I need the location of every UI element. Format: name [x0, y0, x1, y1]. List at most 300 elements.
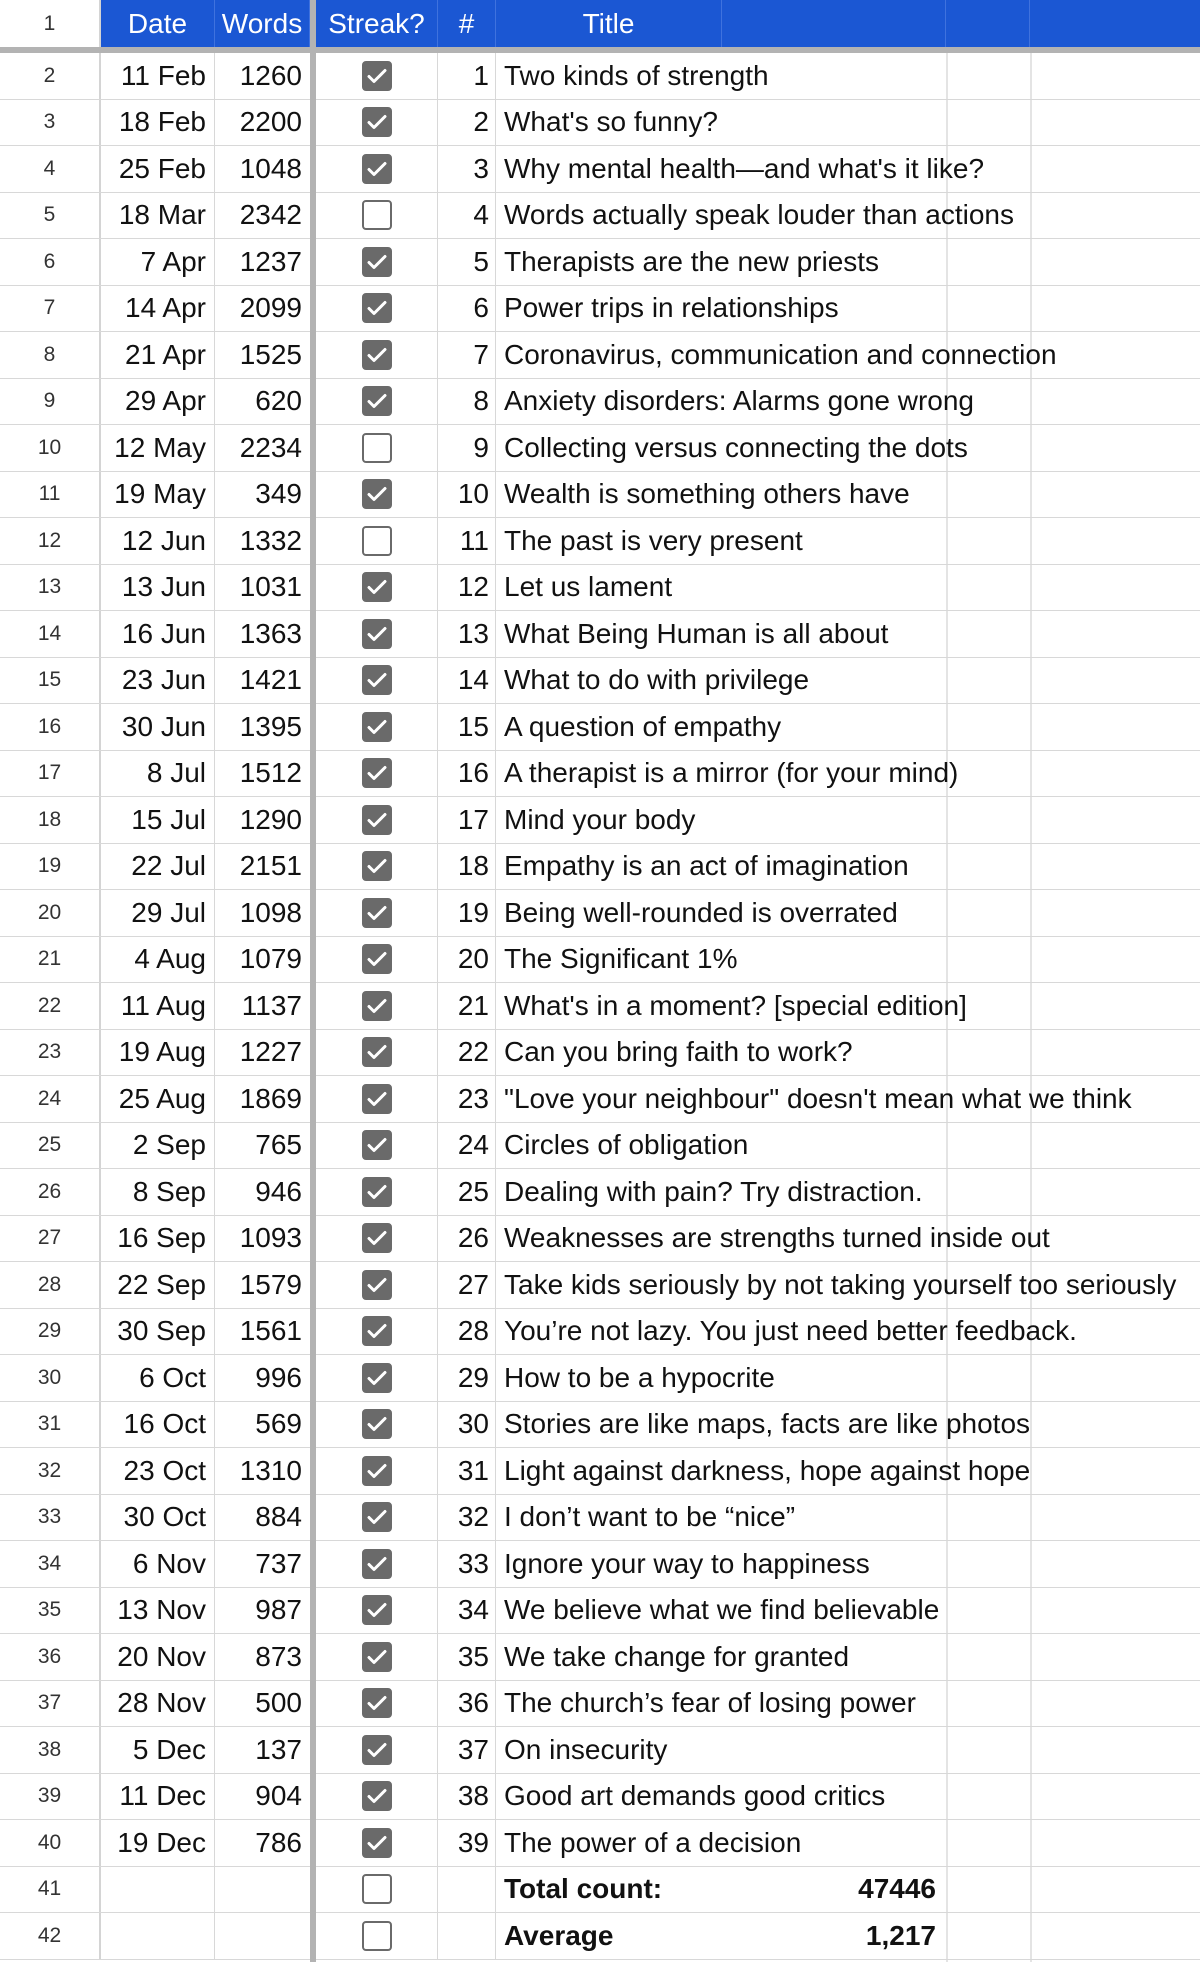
words-cell[interactable]	[215, 1867, 310, 1913]
words-cell[interactable]: 2151	[239, 850, 302, 882]
words-cell[interactable]: 1031	[239, 571, 302, 603]
streak-checkbox-checked[interactable]	[362, 944, 392, 974]
date-cell[interactable]: 21 Apr	[101, 332, 215, 378]
words-cell[interactable]: 737	[255, 1547, 302, 1579]
words-cell[interactable]: 1290	[239, 803, 302, 835]
words-cell[interactable]: 1260	[239, 59, 302, 91]
date-cell[interactable]: 18 Mar	[101, 193, 215, 239]
words-cell[interactable]: 1310	[239, 1454, 302, 1486]
title-cell[interactable]: The church’s fear of losing power	[504, 1687, 916, 1719]
streak-checkbox-unchecked[interactable]	[362, 526, 392, 556]
words-cell[interactable]: 996	[255, 1361, 302, 1393]
number-cell[interactable]: 21	[438, 983, 496, 1029]
title-cell[interactable]: Mind your body	[504, 803, 696, 835]
streak-cell[interactable]	[316, 1309, 438, 1355]
date-cell[interactable]: 30 Oct	[101, 1495, 215, 1541]
date-cell[interactable]: 11 Aug	[101, 983, 215, 1029]
words-cell[interactable]: 946	[255, 1175, 302, 1207]
streak-checkbox-checked[interactable]	[362, 1735, 392, 1765]
streak-checkbox-unchecked[interactable]	[362, 433, 392, 463]
date-cell[interactable]: 4 Aug	[101, 937, 215, 983]
streak-cell[interactable]	[316, 1681, 438, 1727]
streak-checkbox-checked[interactable]	[362, 154, 392, 184]
title-cell[interactable]: Light against darkness, hope against hope	[504, 1454, 1031, 1486]
streak-checkbox-checked[interactable]	[362, 1595, 392, 1625]
streak-cell[interactable]	[316, 797, 438, 843]
streak-checkbox-checked[interactable]	[362, 1037, 392, 1067]
streak-cell[interactable]	[316, 332, 438, 378]
date-cell[interactable]: 28 Nov	[101, 1681, 215, 1727]
date-cell[interactable]: 8 Sep	[101, 1169, 215, 1215]
title-cell[interactable]: A therapist is a mirror (for your mind)	[504, 757, 959, 789]
number-cell[interactable]	[438, 1913, 496, 1959]
streak-checkbox-checked[interactable]	[362, 1316, 392, 1346]
streak-cell[interactable]	[316, 890, 438, 936]
words-cell[interactable]: 1332	[239, 524, 302, 556]
title-cell[interactable]: What to do with privilege	[504, 664, 810, 696]
date-cell[interactable]: 16 Jun	[101, 611, 215, 657]
row-number[interactable]: 29	[0, 1309, 101, 1355]
date-cell[interactable]: 15 Jul	[101, 797, 215, 843]
words-cell[interactable]: 1227	[239, 1036, 302, 1068]
streak-checkbox-checked[interactable]	[362, 1223, 392, 1253]
date-cell[interactable]: 8 Jul	[101, 751, 215, 797]
number-cell[interactable]: 27	[438, 1262, 496, 1308]
summary-label[interactable]: Average	[504, 1919, 614, 1951]
frozen-column-divider[interactable]	[310, 0, 316, 1962]
number-cell[interactable]: 13	[438, 611, 496, 657]
words-cell[interactable]: 1093	[239, 1222, 302, 1254]
streak-checkbox-checked[interactable]	[362, 1549, 392, 1579]
column-header-streak[interactable]: Streak?	[316, 0, 438, 47]
title-cell[interactable]: Let us lament	[504, 571, 673, 603]
row-number[interactable]: 21	[0, 937, 101, 983]
column-header-blank-1[interactable]	[722, 0, 946, 47]
row-number[interactable]: 33	[0, 1495, 101, 1541]
streak-checkbox-checked[interactable]	[362, 1502, 392, 1532]
title-cell[interactable]: How to be a hypocrite	[504, 1361, 775, 1393]
streak-checkbox-checked[interactable]	[362, 712, 392, 742]
number-cell[interactable]: 20	[438, 937, 496, 983]
number-cell[interactable]: 17	[438, 797, 496, 843]
number-cell[interactable]: 2	[438, 100, 496, 146]
date-cell[interactable]: 19 Dec	[101, 1820, 215, 1866]
row-number[interactable]: 20	[0, 890, 101, 936]
title-cell[interactable]: Ignore your way to happiness	[504, 1547, 870, 1579]
streak-cell[interactable]	[316, 1216, 438, 1262]
title-cell[interactable]: Collecting versus connecting the dots	[504, 431, 968, 463]
words-cell[interactable]: 569	[255, 1408, 302, 1440]
streak-checkbox-checked[interactable]	[362, 386, 392, 416]
row-number-header[interactable]: 1	[0, 0, 101, 47]
words-cell[interactable]: 1363	[239, 617, 302, 649]
row-number[interactable]: 11	[0, 472, 101, 518]
row-number[interactable]: 12	[0, 518, 101, 564]
title-cell[interactable]: Anxiety disorders: Alarms gone wrong	[504, 385, 974, 417]
streak-checkbox-unchecked[interactable]	[362, 1874, 392, 1904]
date-cell[interactable]	[101, 1867, 215, 1913]
title-cell[interactable]: Empathy is an act of imagination	[504, 850, 909, 882]
date-cell[interactable]: 22 Sep	[101, 1262, 215, 1308]
words-cell[interactable]: 500	[255, 1687, 302, 1719]
words-cell[interactable]: 349	[255, 478, 302, 510]
column-header-date[interactable]: Date	[101, 0, 215, 47]
streak-cell[interactable]	[316, 1262, 438, 1308]
words-cell[interactable]: 620	[255, 385, 302, 417]
streak-checkbox-checked[interactable]	[362, 898, 392, 928]
date-cell[interactable]: 16 Oct	[101, 1402, 215, 1448]
streak-cell[interactable]	[316, 983, 438, 1029]
row-number[interactable]: 24	[0, 1076, 101, 1122]
row-number[interactable]: 14	[0, 611, 101, 657]
table-row	[0, 472, 1200, 519]
streak-cell[interactable]	[316, 565, 438, 611]
streak-checkbox-checked[interactable]	[362, 107, 392, 137]
row-number[interactable]: 26	[0, 1169, 101, 1215]
column-header-words[interactable]: Words	[215, 0, 310, 47]
title-cell[interactable]: Therapists are the new priests	[504, 245, 880, 277]
streak-cell[interactable]	[316, 1355, 438, 1401]
date-cell[interactable]: 23 Jun	[101, 658, 215, 704]
words-cell[interactable]: 884	[255, 1501, 302, 1533]
title-cell[interactable]: Why mental health—and what's it like?	[504, 152, 985, 184]
date-cell[interactable]: 6 Oct	[101, 1355, 215, 1401]
number-cell[interactable]	[438, 1867, 496, 1913]
streak-cell[interactable]	[316, 704, 438, 750]
words-cell[interactable]: 1421	[239, 664, 302, 696]
date-cell[interactable]: 11 Dec	[101, 1774, 215, 1820]
words-cell[interactable]: 1512	[239, 757, 302, 789]
words-cell[interactable]: 1048	[239, 152, 302, 184]
date-cell[interactable]: 25 Feb	[101, 146, 215, 192]
streak-cell[interactable]	[316, 100, 438, 146]
words-cell[interactable]: 786	[255, 1826, 302, 1858]
streak-checkbox-checked[interactable]	[362, 61, 392, 91]
streak-checkbox-checked[interactable]	[362, 247, 392, 277]
streak-cell[interactable]	[316, 611, 438, 657]
row-number[interactable]: 8	[0, 332, 101, 378]
streak-checkbox-checked[interactable]	[362, 1828, 392, 1858]
row-number[interactable]: 40	[0, 1820, 101, 1866]
streak-checkbox-checked[interactable]	[362, 1130, 392, 1160]
number-cell[interactable]: 22	[438, 1030, 496, 1076]
title-cell[interactable]: I don’t want to be “nice”	[504, 1501, 796, 1533]
number-cell[interactable]: 6	[438, 286, 496, 332]
row-number[interactable]: 41	[0, 1867, 101, 1913]
date-cell[interactable]: 6 Nov	[101, 1541, 215, 1587]
streak-checkbox-checked[interactable]	[362, 340, 392, 370]
title-cell[interactable]: The past is very present	[504, 524, 803, 556]
title-cell[interactable]: Coronavirus, communication and connection	[504, 338, 1057, 370]
number-cell[interactable]: 35	[438, 1634, 496, 1680]
number-cell[interactable]: 29	[438, 1355, 496, 1401]
words-cell[interactable]: 2234	[239, 431, 302, 463]
title-cell[interactable]: Two kinds of strength	[504, 59, 769, 91]
row-number[interactable]: 35	[0, 1588, 101, 1634]
row-number[interactable]: 10	[0, 425, 101, 471]
number-cell[interactable]: 19	[438, 890, 496, 936]
column-header-number[interactable]: #	[438, 0, 496, 47]
streak-checkbox-checked[interactable]	[362, 619, 392, 649]
words-cell[interactable]: 1137	[241, 989, 302, 1021]
streak-cell[interactable]	[316, 1169, 438, 1215]
number-cell[interactable]: 7	[438, 332, 496, 378]
number-cell[interactable]: 23	[438, 1076, 496, 1122]
date-cell[interactable]: 11 Feb	[101, 53, 215, 99]
streak-cell[interactable]	[316, 658, 438, 704]
words-cell[interactable]	[215, 1913, 310, 1959]
streak-cell[interactable]	[316, 844, 438, 890]
number-cell[interactable]: 26	[438, 1216, 496, 1262]
title-cell[interactable]: You’re not lazy. You just need better feedback.	[504, 1315, 1077, 1347]
words-cell[interactable]: 2342	[239, 199, 302, 231]
streak-cell[interactable]	[316, 1588, 438, 1634]
streak-checkbox-checked[interactable]	[362, 1642, 392, 1672]
summary-value[interactable]: 1,217	[865, 1919, 936, 1951]
row-number[interactable]: 38	[0, 1727, 101, 1773]
number-cell[interactable]: 16	[438, 751, 496, 797]
date-cell[interactable]: 19 Aug	[101, 1030, 215, 1076]
date-cell[interactable]: 13 Jun	[101, 565, 215, 611]
row-number[interactable]: 13	[0, 565, 101, 611]
streak-checkbox-checked[interactable]	[362, 758, 392, 788]
row-number[interactable]: 18	[0, 797, 101, 843]
summary-label[interactable]: Total count:	[504, 1873, 663, 1905]
words-cell[interactable]: 1869	[239, 1082, 302, 1114]
number-cell[interactable]: 5	[438, 239, 496, 285]
row-number[interactable]: 30	[0, 1355, 101, 1401]
row-number[interactable]: 25	[0, 1123, 101, 1169]
streak-cell[interactable]	[316, 193, 438, 239]
row-number[interactable]: 19	[0, 844, 101, 890]
row-number[interactable]: 4	[0, 146, 101, 192]
number-cell[interactable]: 38	[438, 1774, 496, 1820]
words-cell[interactable]: 1395	[239, 710, 302, 742]
date-cell[interactable]: 5 Dec	[101, 1727, 215, 1773]
words-cell[interactable]: 765	[255, 1129, 302, 1161]
row-number[interactable]: 9	[0, 379, 101, 425]
words-cell[interactable]: 2099	[239, 292, 302, 324]
row-number[interactable]: 2	[0, 53, 101, 99]
streak-checkbox-checked[interactable]	[362, 1363, 392, 1393]
date-cell[interactable]: 29 Jul	[101, 890, 215, 936]
streak-cell[interactable]	[316, 425, 438, 471]
number-cell[interactable]: 9	[438, 425, 496, 471]
number-cell[interactable]: 34	[438, 1588, 496, 1634]
title-cell[interactable]: Wealth is something others have	[504, 478, 910, 510]
row-number[interactable]: 22	[0, 983, 101, 1029]
row-number[interactable]: 27	[0, 1216, 101, 1262]
summary-value[interactable]: 47446	[858, 1873, 936, 1905]
streak-cell[interactable]	[316, 472, 438, 518]
number-cell[interactable]: 18	[438, 844, 496, 890]
date-cell[interactable]: 30 Jun	[101, 704, 215, 750]
streak-checkbox-checked[interactable]	[362, 805, 392, 835]
words-cell[interactable]: 1579	[239, 1268, 302, 1300]
number-cell[interactable]: 39	[438, 1820, 496, 1866]
row-number[interactable]: 31	[0, 1402, 101, 1448]
row-number[interactable]: 7	[0, 286, 101, 332]
number-cell[interactable]: 37	[438, 1727, 496, 1773]
streak-cell[interactable]	[316, 1541, 438, 1587]
streak-cell[interactable]	[316, 518, 438, 564]
number-cell[interactable]: 24	[438, 1123, 496, 1169]
streak-cell[interactable]	[316, 1913, 438, 1959]
row-number[interactable]: 15	[0, 658, 101, 704]
streak-checkbox-checked[interactable]	[362, 991, 392, 1021]
streak-cell[interactable]	[316, 1030, 438, 1076]
number-cell[interactable]: 1	[438, 53, 496, 99]
streak-checkbox-checked[interactable]	[362, 1409, 392, 1439]
streak-checkbox-checked[interactable]	[362, 1177, 392, 1207]
words-cell[interactable]: 2200	[239, 106, 302, 138]
row-number[interactable]: 36	[0, 1634, 101, 1680]
row-number[interactable]: 23	[0, 1030, 101, 1076]
title-cell[interactable]: What Being Human is all about	[504, 617, 889, 649]
streak-checkbox-checked[interactable]	[362, 479, 392, 509]
number-cell[interactable]: 8	[438, 379, 496, 425]
row-number[interactable]: 37	[0, 1681, 101, 1727]
date-cell[interactable]: 30 Sep	[101, 1309, 215, 1355]
number-cell[interactable]: 10	[438, 472, 496, 518]
title-cell[interactable]: What's in a moment? [special edition]	[504, 989, 967, 1021]
streak-checkbox-checked[interactable]	[362, 665, 392, 695]
words-cell[interactable]: 1525	[239, 338, 302, 370]
number-cell[interactable]: 33	[438, 1541, 496, 1587]
number-cell[interactable]: 15	[438, 704, 496, 750]
row-number[interactable]: 16	[0, 704, 101, 750]
number-cell[interactable]: 11	[438, 518, 496, 564]
title-cell[interactable]: We believe what we find believable	[504, 1594, 940, 1626]
streak-cell[interactable]	[316, 239, 438, 285]
words-cell[interactable]: 1237	[239, 245, 302, 277]
column-header-blank-3[interactable]	[1030, 0, 1200, 47]
streak-cell[interactable]	[316, 1867, 438, 1913]
number-cell[interactable]: 25	[438, 1169, 496, 1215]
title-cell[interactable]: On insecurity	[504, 1733, 668, 1765]
words-cell[interactable]: 904	[255, 1780, 302, 1812]
column-header-blank-2[interactable]	[946, 0, 1030, 47]
date-cell[interactable]: 23 Oct	[101, 1448, 215, 1494]
streak-checkbox-checked[interactable]	[362, 1270, 392, 1300]
row-number[interactable]: 28	[0, 1262, 101, 1308]
date-cell[interactable]: 16 Sep	[101, 1216, 215, 1262]
number-cell[interactable]: 30	[438, 1402, 496, 1448]
number-cell[interactable]: 36	[438, 1681, 496, 1727]
date-cell[interactable]: 29 Apr	[101, 379, 215, 425]
words-cell[interactable]: 1079	[239, 943, 302, 975]
streak-cell[interactable]	[316, 1123, 438, 1169]
streak-cell[interactable]	[316, 1448, 438, 1494]
row-number[interactable]: 3	[0, 100, 101, 146]
title-cell[interactable]: Can you bring faith to work?	[504, 1036, 853, 1068]
streak-checkbox-checked[interactable]	[362, 851, 392, 881]
row-number[interactable]: 6	[0, 239, 101, 285]
title-cell[interactable]: Words actually speak louder than actions	[504, 199, 1014, 231]
date-cell[interactable]	[101, 1913, 215, 1959]
title-cell[interactable]: Being well-rounded is overrated	[504, 896, 898, 928]
words-cell[interactable]: 987	[255, 1594, 302, 1626]
date-cell[interactable]: 14 Apr	[101, 286, 215, 332]
words-cell[interactable]: 1098	[239, 896, 302, 928]
streak-cell[interactable]	[316, 1495, 438, 1541]
date-cell[interactable]: 2 Sep	[101, 1123, 215, 1169]
streak-checkbox-checked[interactable]	[362, 1781, 392, 1811]
number-cell[interactable]: 14	[438, 658, 496, 704]
date-cell[interactable]: 22 Jul	[101, 844, 215, 890]
title-cell[interactable]: A question of empathy	[504, 710, 782, 742]
date-cell[interactable]: 7 Apr	[101, 239, 215, 285]
streak-cell[interactable]	[316, 286, 438, 332]
number-cell[interactable]: 31	[438, 1448, 496, 1494]
streak-cell[interactable]	[316, 1727, 438, 1773]
number-cell[interactable]: 3	[438, 146, 496, 192]
date-cell[interactable]: 13 Nov	[101, 1588, 215, 1634]
number-cell[interactable]: 28	[438, 1309, 496, 1355]
date-cell[interactable]: 20 Nov	[101, 1634, 215, 1680]
date-cell[interactable]: 18 Feb	[101, 100, 215, 146]
row-number[interactable]: 5	[0, 193, 101, 239]
streak-cell[interactable]	[316, 146, 438, 192]
streak-cell[interactable]	[316, 1820, 438, 1866]
date-cell[interactable]: 12 May	[101, 425, 215, 471]
streak-cell[interactable]	[316, 937, 438, 983]
date-cell[interactable]: 19 May	[101, 472, 215, 518]
streak-cell[interactable]	[316, 1634, 438, 1680]
number-cell[interactable]: 4	[438, 193, 496, 239]
streak-checkbox-checked[interactable]	[362, 1084, 392, 1114]
streak-checkbox-unchecked[interactable]	[362, 1921, 392, 1951]
title-cell[interactable]: Stories are like maps, facts are like photos	[504, 1408, 1031, 1440]
title-cell[interactable]: The Significant 1%	[504, 943, 738, 975]
title-cell[interactable]: What's so funny?	[504, 106, 718, 138]
row-number[interactable]: 32	[0, 1448, 101, 1494]
streak-checkbox-checked[interactable]	[362, 293, 392, 323]
date-cell[interactable]: 25 Aug	[101, 1076, 215, 1122]
title-cell[interactable]: The power of a decision	[504, 1826, 802, 1858]
words-cell[interactable]: 873	[255, 1640, 302, 1672]
title-cell[interactable]: Power trips in relationships	[504, 292, 839, 324]
streak-cell[interactable]	[316, 1076, 438, 1122]
streak-checkbox-checked[interactable]	[362, 1456, 392, 1486]
streak-checkbox-checked[interactable]	[362, 1688, 392, 1718]
title-cell[interactable]: Weaknesses are strengths turned inside out	[504, 1222, 1050, 1254]
title-cell[interactable]: "Love your neighbour" doesn't mean what we think	[504, 1082, 1132, 1114]
title-cell[interactable]: Good art demands good critics	[504, 1780, 886, 1812]
words-cell[interactable]: 137	[255, 1733, 302, 1765]
streak-cell[interactable]	[316, 1774, 438, 1820]
streak-cell[interactable]	[316, 53, 438, 99]
streak-cell[interactable]	[316, 379, 438, 425]
title-cell[interactable]: Circles of obligation	[504, 1129, 749, 1161]
row-number[interactable]: 39	[0, 1774, 101, 1820]
row-number[interactable]: 34	[0, 1541, 101, 1587]
number-cell[interactable]: 32	[438, 1495, 496, 1541]
column-header-title[interactable]: Title	[496, 0, 722, 47]
words-cell[interactable]: 1561	[239, 1315, 302, 1347]
streak-checkbox-checked[interactable]	[362, 572, 392, 602]
title-cell[interactable]: We take change for granted	[504, 1640, 850, 1672]
number-cell[interactable]: 12	[438, 565, 496, 611]
title-cell[interactable]: Take kids seriously by not taking yourself too seriously	[504, 1268, 1177, 1300]
streak-cell[interactable]	[316, 751, 438, 797]
streak-checkbox-unchecked[interactable]	[362, 200, 392, 230]
title-cell[interactable]: Dealing with pain? Try distraction.	[504, 1175, 923, 1207]
date-cell[interactable]: 12 Jun	[101, 518, 215, 564]
streak-cell[interactable]	[316, 1402, 438, 1448]
row-number[interactable]: 42	[0, 1913, 101, 1959]
row-number[interactable]: 17	[0, 751, 101, 797]
